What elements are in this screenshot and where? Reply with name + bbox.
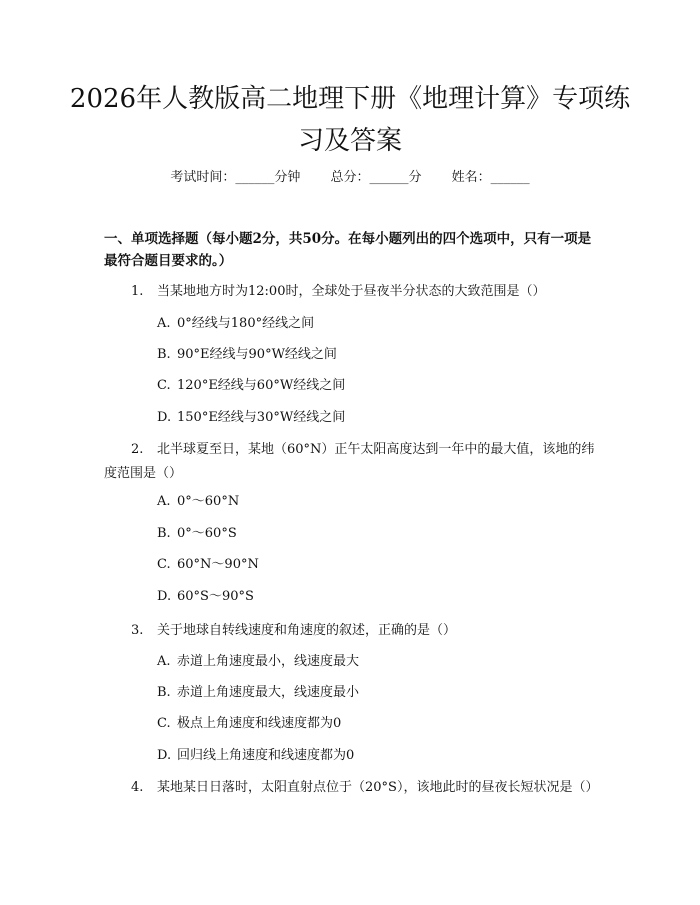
question-text: 当某地地方时为12:00时，全球处于昼夜半分状态的大致范围是（）	[157, 284, 546, 299]
option-text: 150°E经线与30°W经线之间	[177, 410, 346, 425]
question-number: 3.	[131, 623, 144, 638]
option-text: 60°S～90°S	[177, 589, 254, 604]
option-text: 赤道上角速度最大，线速度最小	[177, 685, 360, 700]
question-2-option-b	[157, 524, 597, 544]
option-text: 120°E经线与60°W经线之间	[177, 378, 346, 393]
option-letter: D.	[157, 410, 172, 425]
option-letter: B.	[157, 347, 171, 362]
question-2	[104, 438, 599, 486]
option-letter: A.	[157, 316, 171, 331]
question-2-option-c	[157, 555, 597, 575]
question-number: 2.	[131, 442, 144, 457]
option-letter: D.	[157, 589, 172, 604]
option-text: 0°经线与180°经线之间	[177, 316, 315, 331]
option-letter: D.	[157, 748, 172, 763]
question-3-option-d	[157, 746, 597, 766]
question-number: 1.	[131, 284, 144, 299]
question-4	[104, 776, 599, 800]
section-heading: 一、单项选择题（每小题2分，共50分。在每小题列出的四个选项中，只有一项是最符合题目要求的。）	[104, 231, 592, 269]
question-2-option-a	[157, 492, 597, 512]
question-1-option-b	[157, 345, 597, 365]
option-text: 0°～60°N	[177, 494, 240, 509]
exam-time-field: 考试时间：______分钟	[170, 170, 301, 185]
option-text: 赤道上角速度最小，线速度最大	[177, 654, 360, 669]
question-1-option-d	[157, 408, 597, 428]
question-1-option-c	[157, 376, 597, 396]
question-text: 关于地球自转线速度和角速度的叙述，正确的是（）	[157, 623, 457, 638]
exam-meta	[0, 168, 700, 188]
option-letter: B.	[157, 526, 171, 541]
question-1-option-a	[157, 314, 597, 334]
question-3	[104, 619, 599, 643]
total-score-field: 总分：______分	[330, 170, 422, 185]
option-text: 0°～60°S	[177, 526, 237, 541]
option-text: 60°N～90°N	[177, 557, 259, 572]
option-text: 90°E经线与90°W经线之间	[177, 347, 337, 362]
question-text: 北半球夏至日，某地（60°N）正午太阳高度达到一年中的最大值，该地的纬度范围是（）	[104, 442, 595, 481]
option-letter: C.	[157, 716, 171, 731]
question-2-option-d	[157, 587, 597, 607]
option-letter: A.	[157, 494, 171, 509]
option-letter: C.	[157, 378, 171, 393]
question-3-option-b	[157, 683, 597, 703]
student-name-field: 姓名：______	[451, 170, 530, 185]
question-1	[104, 280, 599, 304]
question-text: 某地某日日落时，太阳直射点位于（20°S），该地此时的昼夜长短状况是（）	[157, 780, 599, 795]
question-3-option-c	[157, 714, 597, 734]
option-letter: C.	[157, 557, 171, 572]
option-letter: B.	[157, 685, 171, 700]
question-number: 4.	[131, 780, 144, 795]
option-text: 极点上角速度和线速度都为0	[177, 716, 342, 731]
option-text: 回归线上角速度和线速度都为0	[177, 748, 355, 763]
document-title: 2026年人教版高二地理下册《地理计算》专项练习及答案	[69, 84, 631, 156]
option-letter: A.	[157, 654, 171, 669]
question-3-option-a	[157, 652, 597, 672]
